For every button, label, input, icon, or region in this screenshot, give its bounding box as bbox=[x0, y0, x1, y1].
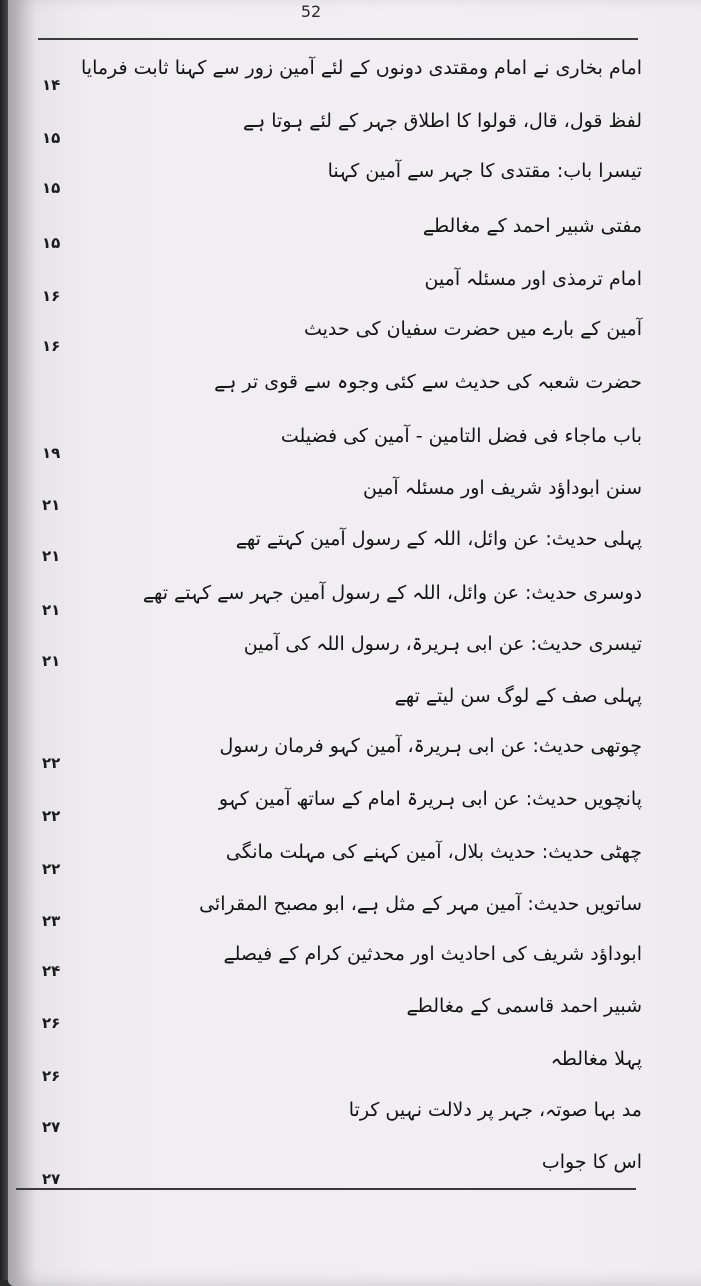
toc-entry bbox=[38, 622, 642, 670]
toc-entry-page-number: ۱۴ bbox=[42, 76, 61, 94]
toc-entry-title: امام بخاری نے امام ومقتدی دونوں کے لئے آمین زور سے کہنا ثابت فرمایا bbox=[81, 57, 642, 79]
toc-entry-title: پہلی حدیث: عن وائل، اللہ کے رسول آمین کہتے تھے bbox=[235, 528, 642, 550]
toc-entry-page-number: ۱۵ bbox=[42, 179, 61, 197]
toc-entry-title: ابوداؤد شریف کی احادیث اور محدثین کرام کے فیصلے bbox=[223, 943, 642, 965]
toc-entry-title: آمین کے بارے میں حضرت سفیان کی حدیث bbox=[303, 318, 642, 340]
toc-entry bbox=[38, 1037, 642, 1085]
toc-entry bbox=[38, 149, 642, 197]
toc-entry-title: شبیر احمد قاسمی کے مغالطے bbox=[406, 995, 642, 1017]
toc-entry-page-number: ۲۱ bbox=[42, 496, 61, 514]
toc-entry-title: ساتویں حدیث: آمین مہر کے مثل ہے، ابو مصبح المقرائی bbox=[199, 893, 642, 915]
toc-entry bbox=[38, 724, 642, 772]
toc-entry-page-number: ۲۲ bbox=[42, 860, 61, 878]
toc-entry bbox=[38, 257, 642, 305]
toc-entry-page-number: ۲۷ bbox=[42, 1170, 61, 1188]
toc-entry bbox=[38, 984, 642, 1032]
toc-entry-page-number: ۱۵ bbox=[42, 234, 61, 252]
toc-entry-page-number: ۲۲ bbox=[42, 807, 61, 825]
toc-entry-title: سنن ابوداؤد شریف اور مسئلہ آمین bbox=[363, 477, 642, 499]
page-number: 52 bbox=[300, 2, 322, 21]
toc-entry bbox=[38, 777, 642, 825]
toc-entry-page-number: ۲۱ bbox=[42, 652, 61, 670]
toc-entry-title: اس کا جواب bbox=[541, 1151, 642, 1173]
toc-entry-title: مد بہا صوتہ، جہر پر دلالت نہیں کرتا bbox=[348, 1099, 642, 1121]
toc-entry bbox=[38, 1088, 642, 1136]
toc-entry-title: چھٹی حدیث: حدیث بلال، آمین کہنے کی مہلت مانگی bbox=[225, 841, 642, 863]
toc-entry-title: تیسری حدیث: عن ابی ہریرۃ، رسول اللہ کی آمین bbox=[243, 633, 642, 655]
header-rule bbox=[38, 38, 638, 40]
toc-entry-page-number: ۲۴ bbox=[42, 962, 61, 980]
toc-entry bbox=[38, 517, 642, 565]
toc-entry-page-number: ۱۶ bbox=[42, 287, 61, 305]
toc-entry-title: پہلی صف کے لوگ سن لیتے تھے bbox=[394, 685, 642, 707]
toc-entry bbox=[38, 674, 642, 718]
toc-entry-title: دوسری حدیث: عن وائل، اللہ کے رسول آمین جہر سے کہتے تھے bbox=[142, 582, 642, 604]
toc-entry-title: پانچویں حدیث: عن ابی ہریرۃ امام کے ساتھ آمین کہو bbox=[218, 788, 642, 810]
toc-entry-page-number: ۲۶ bbox=[42, 1014, 61, 1032]
toc-entry-page-number: ۱۶ bbox=[42, 337, 61, 355]
toc-entry bbox=[38, 99, 642, 147]
toc-entry-page-number: ۲۳ bbox=[42, 912, 61, 930]
toc-entry-page-number: ۱۵ bbox=[42, 129, 61, 147]
toc-entry bbox=[38, 414, 642, 462]
toc-entry-title: مفتی شبیر احمد کے مغالطے bbox=[422, 215, 642, 237]
toc-entry-title: باب ماجاء فی فضل التامین - آمین کی فضیلت bbox=[280, 425, 642, 447]
toc-entry bbox=[38, 307, 642, 355]
toc-entry bbox=[38, 204, 642, 252]
toc-entry-title: امام ترمذی اور مسئلہ آمین bbox=[424, 268, 642, 290]
toc-entry bbox=[38, 360, 642, 404]
toc-entry-page-number: ۲۲ bbox=[42, 754, 61, 772]
toc-entry-page-number: ۲۷ bbox=[42, 1118, 61, 1136]
toc-entry bbox=[38, 932, 642, 980]
toc-entry bbox=[38, 830, 642, 878]
toc-entry bbox=[38, 46, 642, 94]
toc-entry-title: چوتھی حدیث: عن ابی ہریرۃ، آمین کہو فرمان رسول bbox=[219, 735, 642, 757]
toc-entry-title: تیسرا باب: مقتدی کا جہر سے آمین کہنا bbox=[327, 160, 642, 182]
toc-entry-title: لفظ قول، قال، قولوا کا اطلاق جہر کے لئے ہوتا ہے bbox=[242, 110, 642, 132]
table-of-contents bbox=[38, 44, 642, 1188]
footer-rule bbox=[16, 1188, 636, 1190]
toc-entry-page-number: ۱۹ bbox=[42, 444, 61, 462]
toc-entry bbox=[38, 466, 642, 514]
toc-entry bbox=[38, 1140, 642, 1188]
book-page bbox=[8, 0, 701, 1286]
toc-entry-page-number: ۲۶ bbox=[42, 1067, 61, 1085]
toc-entry-page-number: ۲۱ bbox=[42, 601, 61, 619]
toc-entry-title: پہلا مغالطہ bbox=[550, 1048, 642, 1070]
toc-entry-title: حضرت شعبہ کی حدیث سے کئی وجوہ سے قوی تر ہے bbox=[214, 371, 642, 393]
toc-entry bbox=[38, 882, 642, 930]
toc-entry bbox=[38, 571, 642, 619]
toc-entry-page-number: ۲۱ bbox=[42, 547, 61, 565]
